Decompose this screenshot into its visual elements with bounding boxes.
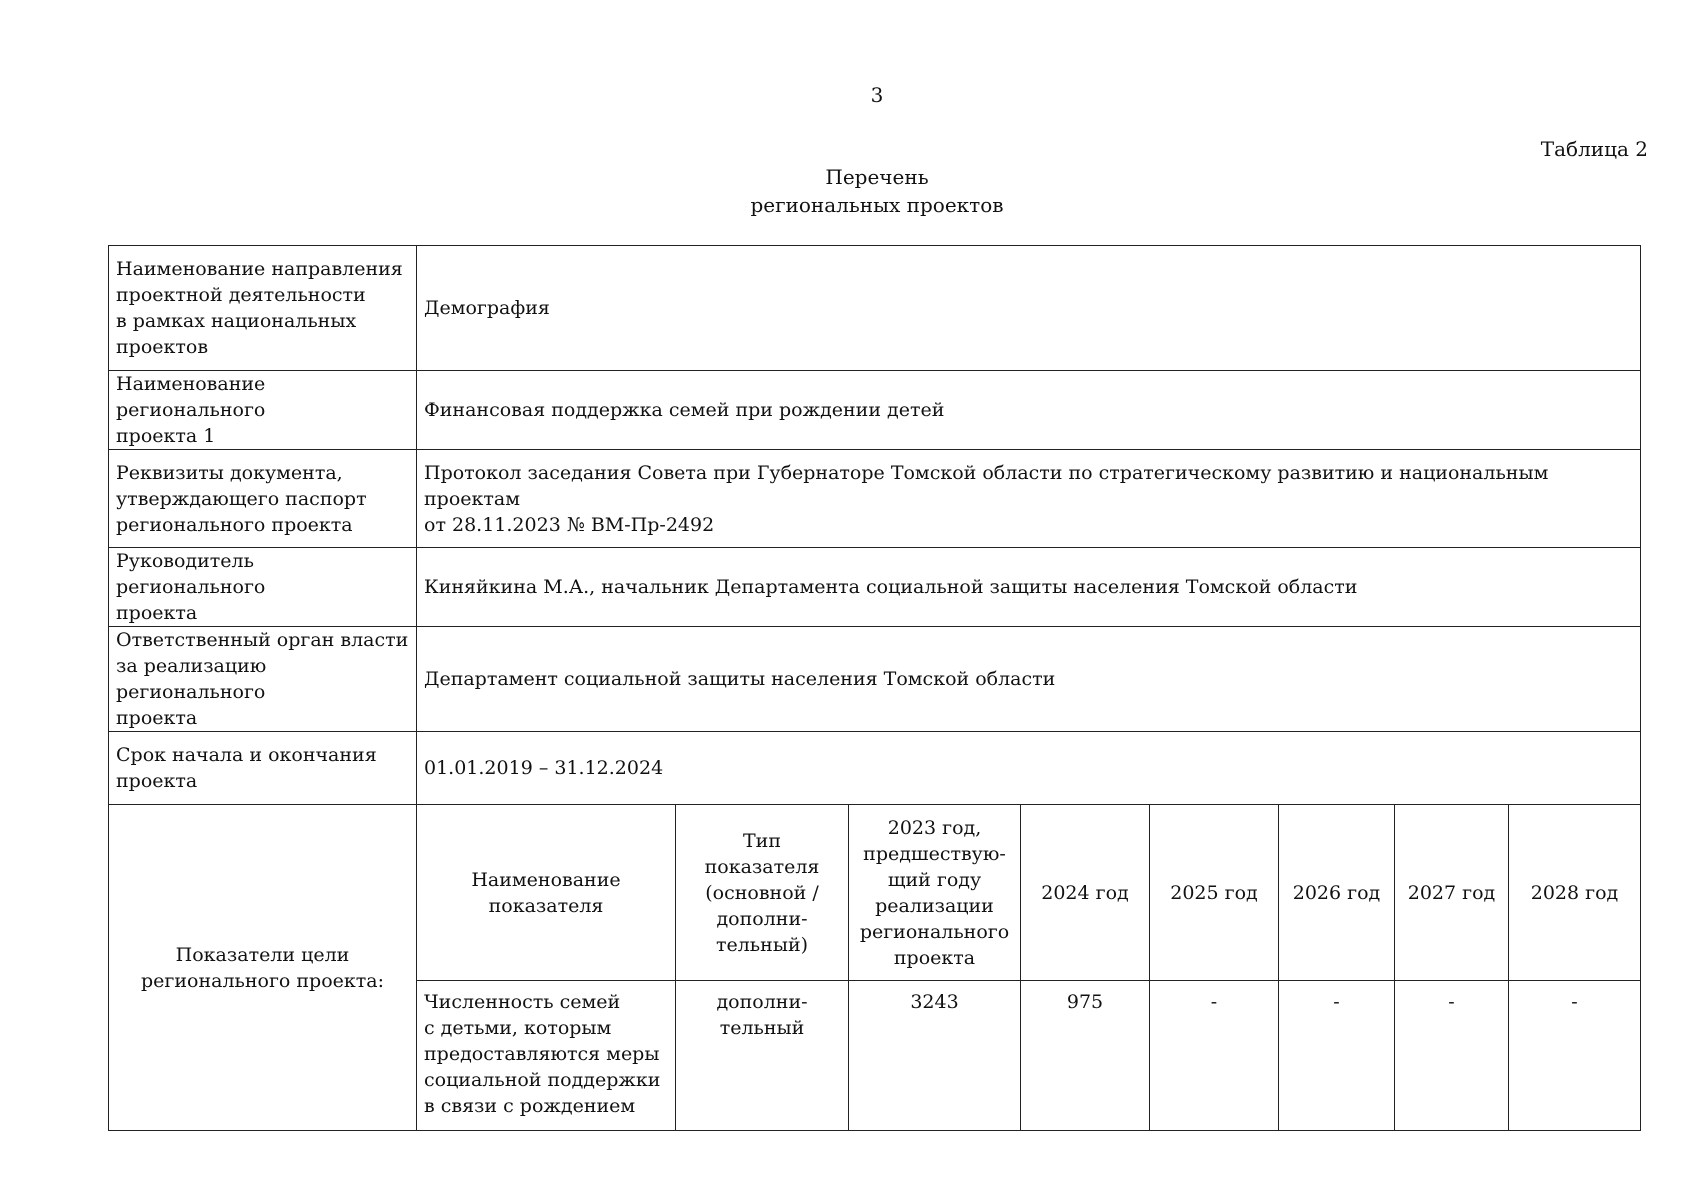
indicator-value-2028: - (1509, 981, 1641, 1131)
row-label: Ответственный орган власти за реализацию регионального проекта (109, 627, 417, 732)
row-label: Реквизиты документа, утверждающего паспорт регионального проекта (109, 450, 417, 548)
table-caption: Таблица 2 (1540, 137, 1648, 161)
header-year-2027: 2027 год (1395, 805, 1509, 981)
indicator-base-value: 3243 (849, 981, 1021, 1131)
row-label: Наименование регионального проекта 1 (109, 371, 417, 450)
indicators-header-row (109, 805, 1641, 981)
row-label: Руководитель регионального проекта (109, 548, 417, 627)
header-year-2028: 2028 год (1509, 805, 1641, 981)
regional-projects-table (108, 245, 1641, 1131)
row-document (109, 450, 1641, 548)
page-number: 3 (870, 83, 884, 107)
row-value: Департамент социальной защиты населения Томской области (417, 627, 1641, 732)
header-year-2024: 2024 год (1021, 805, 1150, 981)
row-value: Демография (417, 246, 1641, 371)
indicator-value-2026: - (1279, 981, 1395, 1131)
row-head (109, 548, 1641, 627)
header-year-2026: 2026 год (1279, 805, 1395, 981)
document-title-line-2: региональных проектов (750, 193, 1004, 217)
header-indicator-name: Наименование показателя (417, 805, 676, 981)
indicator-type: дополни- тельный (676, 981, 849, 1131)
indicator-value-2025: - (1150, 981, 1279, 1131)
header-base-year: 2023 год, предшествую- щий году реализации регионального проекта (849, 805, 1021, 981)
row-direction (109, 246, 1641, 371)
indicator-value-2027: - (1395, 981, 1509, 1131)
row-period (109, 732, 1641, 805)
header-year-2025: 2025 год (1150, 805, 1279, 981)
indicator-name: Численность семей с детьми, которым предоставляются меры социальной поддержки в связи с рождением (417, 981, 676, 1131)
row-label: Срок начала и окончания проекта (109, 732, 417, 805)
indicator-value-2024: 975 (1021, 981, 1150, 1131)
row-authority (109, 627, 1641, 732)
document-title (0, 163, 1698, 219)
row-value: Финансовая поддержка семей при рождении детей (417, 371, 1641, 450)
indicators-label: Показатели цели регионального проекта: (109, 805, 417, 1131)
row-value: Киняйкина М.А., начальник Департамента социальной защиты населения Томской области (417, 548, 1641, 627)
row-value: Протокол заседания Совета при Губернаторе Томской области по стратегическому развитию и национальным проектам от 28.11.2023 № ВМ-Пр-2492 (417, 450, 1641, 548)
row-value: 01.01.2019 – 31.12.2024 (417, 732, 1641, 805)
row-project-name (109, 371, 1641, 450)
row-label: Наименование направления проектной деятельности в рамках национальных проектов (109, 246, 417, 371)
header-indicator-type: Тип показателя (основной / дополни- тельный) (676, 805, 849, 981)
document-title-line-1: Перечень (825, 165, 929, 189)
